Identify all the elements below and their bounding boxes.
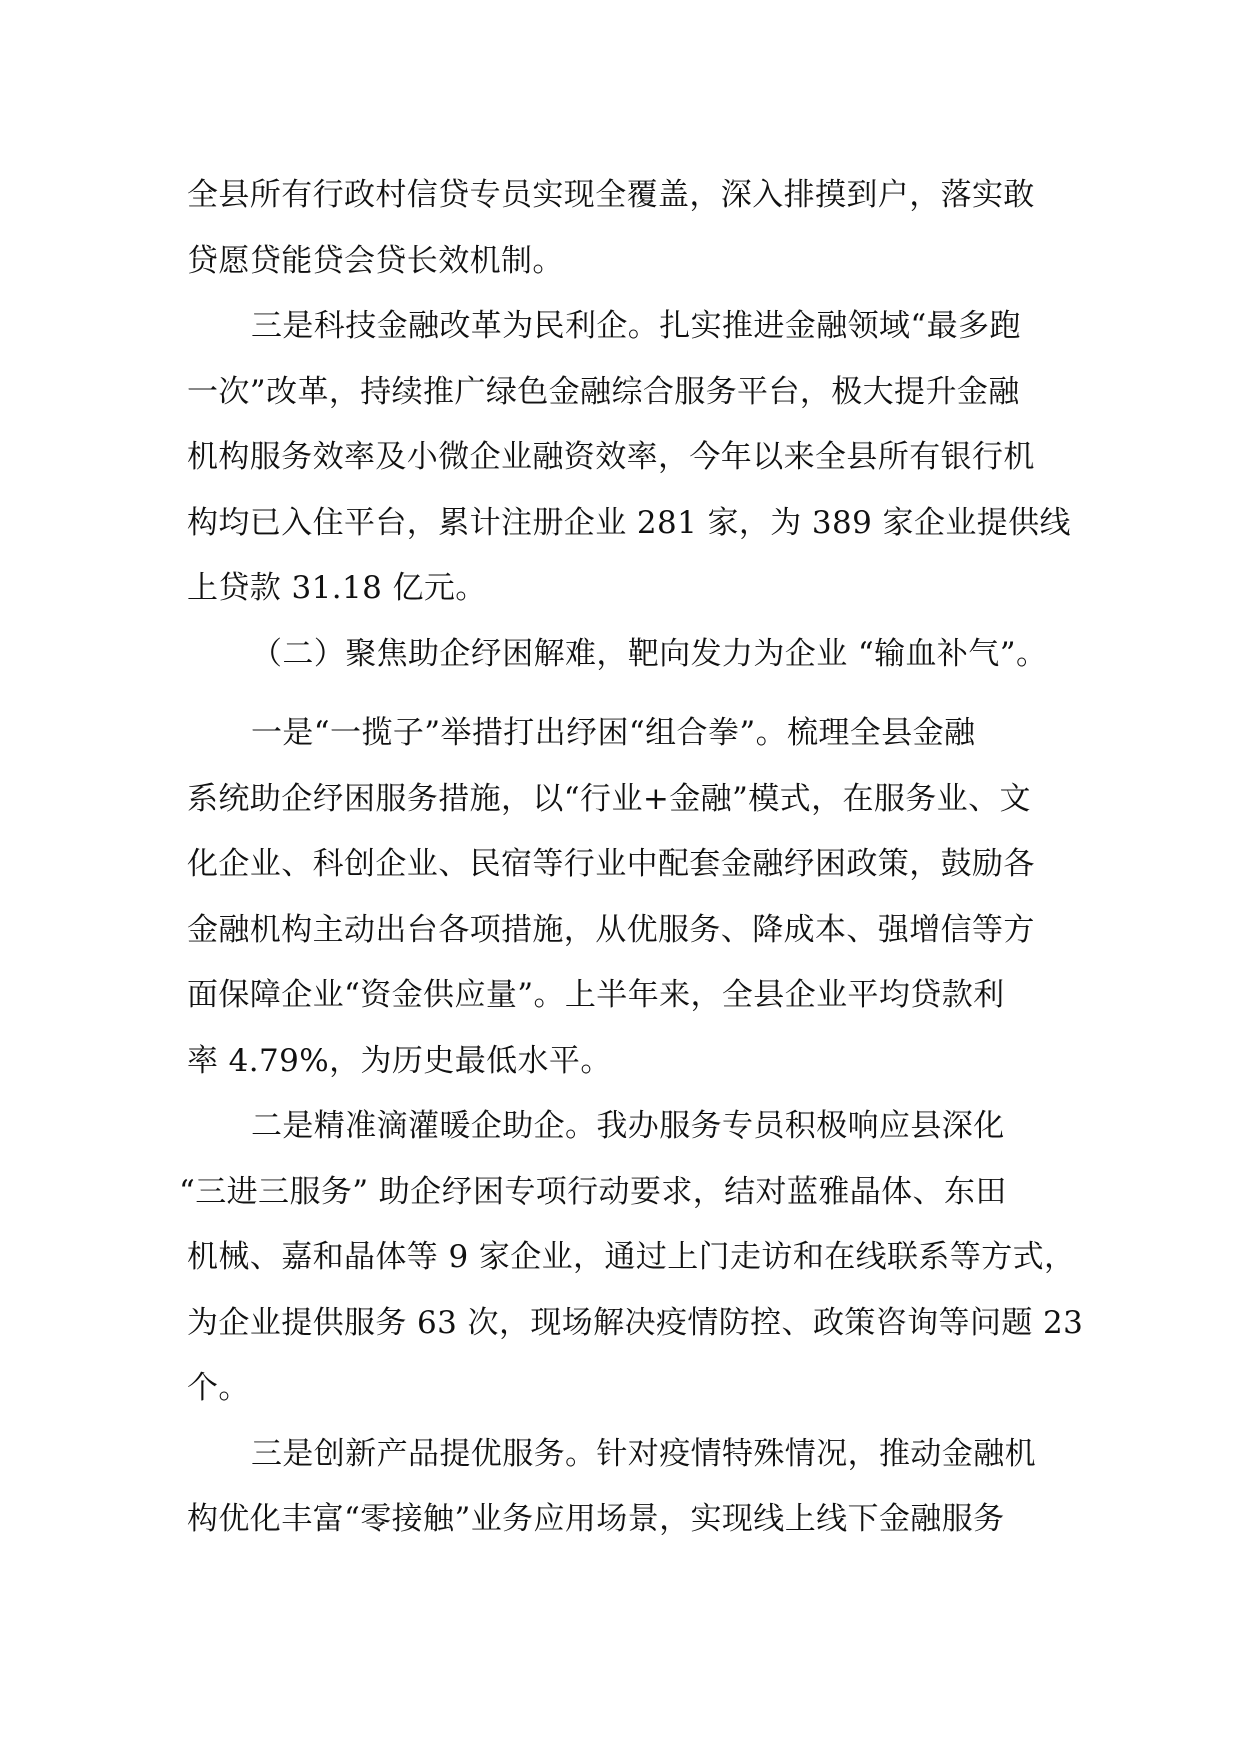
text-line: 二是精准滴灌暖企助企。我办服务专员积极响应县深化 <box>251 1108 1005 1144</box>
text-line: 构均已入住平台，累计注册企业 281 家，为 389 家企业提供线 <box>187 504 1071 541</box>
document-body <box>179 163 1084 1553</box>
text-line: 构优化丰富“零接触”业务应用场景，实现线上线下金融服务 <box>187 1501 1005 1537</box>
text-line: 为企业提供服务 63 次，现场解决疫情防控、政策咨询等问题 23 <box>187 1304 1084 1341</box>
text-line: 率 4.79%，为历史最低水平。 <box>187 1042 612 1079</box>
text-line: 化企业、科创企业、民宿等行业中配套金融纾困政策，鼓励各 <box>187 846 1035 882</box>
text-line: 三是科技金融改革为民利企。扎实推进金融领域“最多跑 <box>251 308 1021 344</box>
paragraph-precision-service <box>179 1094 1084 1422</box>
text-line: 一是“一揽子”举措打出纾困“组合拳”。梳理全县金融 <box>251 715 976 751</box>
paragraph-credit-coverage <box>187 163 1067 294</box>
text-line: 个。 <box>187 1370 250 1406</box>
section-heading-relief <box>187 622 1067 688</box>
text-line: 全县所有行政村信贷专员实现全覆盖，深入排摸到户，落实敢 <box>187 177 1035 213</box>
text-line: 贷愿贷能贷会贷长效机制。 <box>187 242 564 279</box>
paragraph-tech-finance-reform <box>187 294 1071 622</box>
text-line: 面保障企业“资金供应量”。上半年来，全县企业平均贷款利 <box>187 977 1005 1013</box>
text-line: 上贷款 31.18 亿元。 <box>187 570 487 606</box>
section-heading-text: （二）聚焦助企纾困解难，靶向发力为企业 “输血补气”。 <box>251 635 1048 672</box>
text-line: 系统助企纾困服务措施，以“行业+金融”模式，在服务业、文 <box>187 780 1031 817</box>
text-line: 机构服务效率及小微企业融资效率，今年以来全县所有银行机 <box>187 439 1035 475</box>
text-line: 金融机构主动出台各项措施，从优服务、降成本、强增信等方 <box>187 911 1035 948</box>
paragraph-innovative-products <box>187 1422 1067 1553</box>
paragraph-package-measures <box>187 701 1067 1094</box>
text-line: “三进三服务” 助企纾困专项行动要求，结对蓝雅晶体、东田 <box>179 1173 1007 1210</box>
text-line: 机械、嘉和晶体等 9 家企业，通过上门走访和在线联系等方式， <box>187 1239 1076 1275</box>
text-line: 一次”改革，持续推广绿色金融综合服务平台，极大提升金融 <box>187 373 1020 410</box>
text-line: 三是创新产品提优服务。针对疫情特殊情况，推动金融机 <box>251 1435 1036 1472</box>
